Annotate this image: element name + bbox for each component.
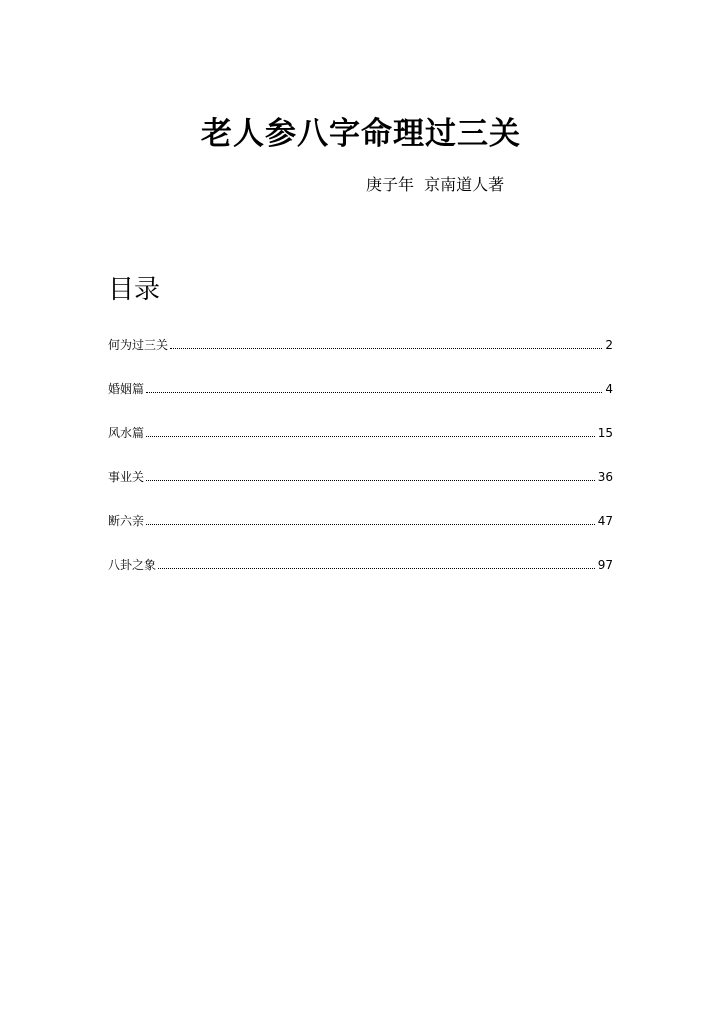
- toc-dot-leader: [146, 523, 595, 525]
- toc-entry-page: 4: [605, 382, 613, 396]
- toc-entry-label: 何为过三关: [108, 338, 169, 352]
- table-of-contents: [108, 332, 613, 596]
- toc-entry[interactable]: [108, 508, 613, 530]
- toc-entry[interactable]: [108, 376, 613, 398]
- document-title: 老人参八字命理过三关: [201, 116, 521, 152]
- toc-entry[interactable]: [108, 420, 613, 442]
- toc-heading: 目录: [108, 275, 161, 305]
- toc-entry-label: 风水篇: [108, 426, 145, 440]
- toc-dot-leader: [146, 479, 595, 481]
- author-line: 庚子年 京南道人著: [366, 175, 505, 194]
- toc-entry-page: 15: [597, 426, 613, 440]
- toc-dot-leader: [170, 347, 602, 349]
- toc-entry-page: 2: [605, 338, 613, 352]
- toc-entry[interactable]: [108, 552, 613, 574]
- toc-entry[interactable]: [108, 332, 613, 354]
- toc-dot-leader: [146, 391, 602, 393]
- toc-dot-leader: [158, 567, 595, 569]
- toc-entry-page: 36: [597, 470, 613, 484]
- toc-entry-page: 97: [597, 558, 613, 572]
- toc-entry-label: 事业关: [108, 470, 145, 484]
- toc-dot-leader: [146, 435, 595, 437]
- toc-entry-label: 断六亲: [108, 514, 145, 528]
- toc-entry[interactable]: [108, 464, 613, 486]
- toc-entry-page: 47: [597, 514, 613, 528]
- toc-entry-label: 八卦之象: [108, 558, 157, 572]
- toc-entry-label: 婚姻篇: [108, 382, 145, 396]
